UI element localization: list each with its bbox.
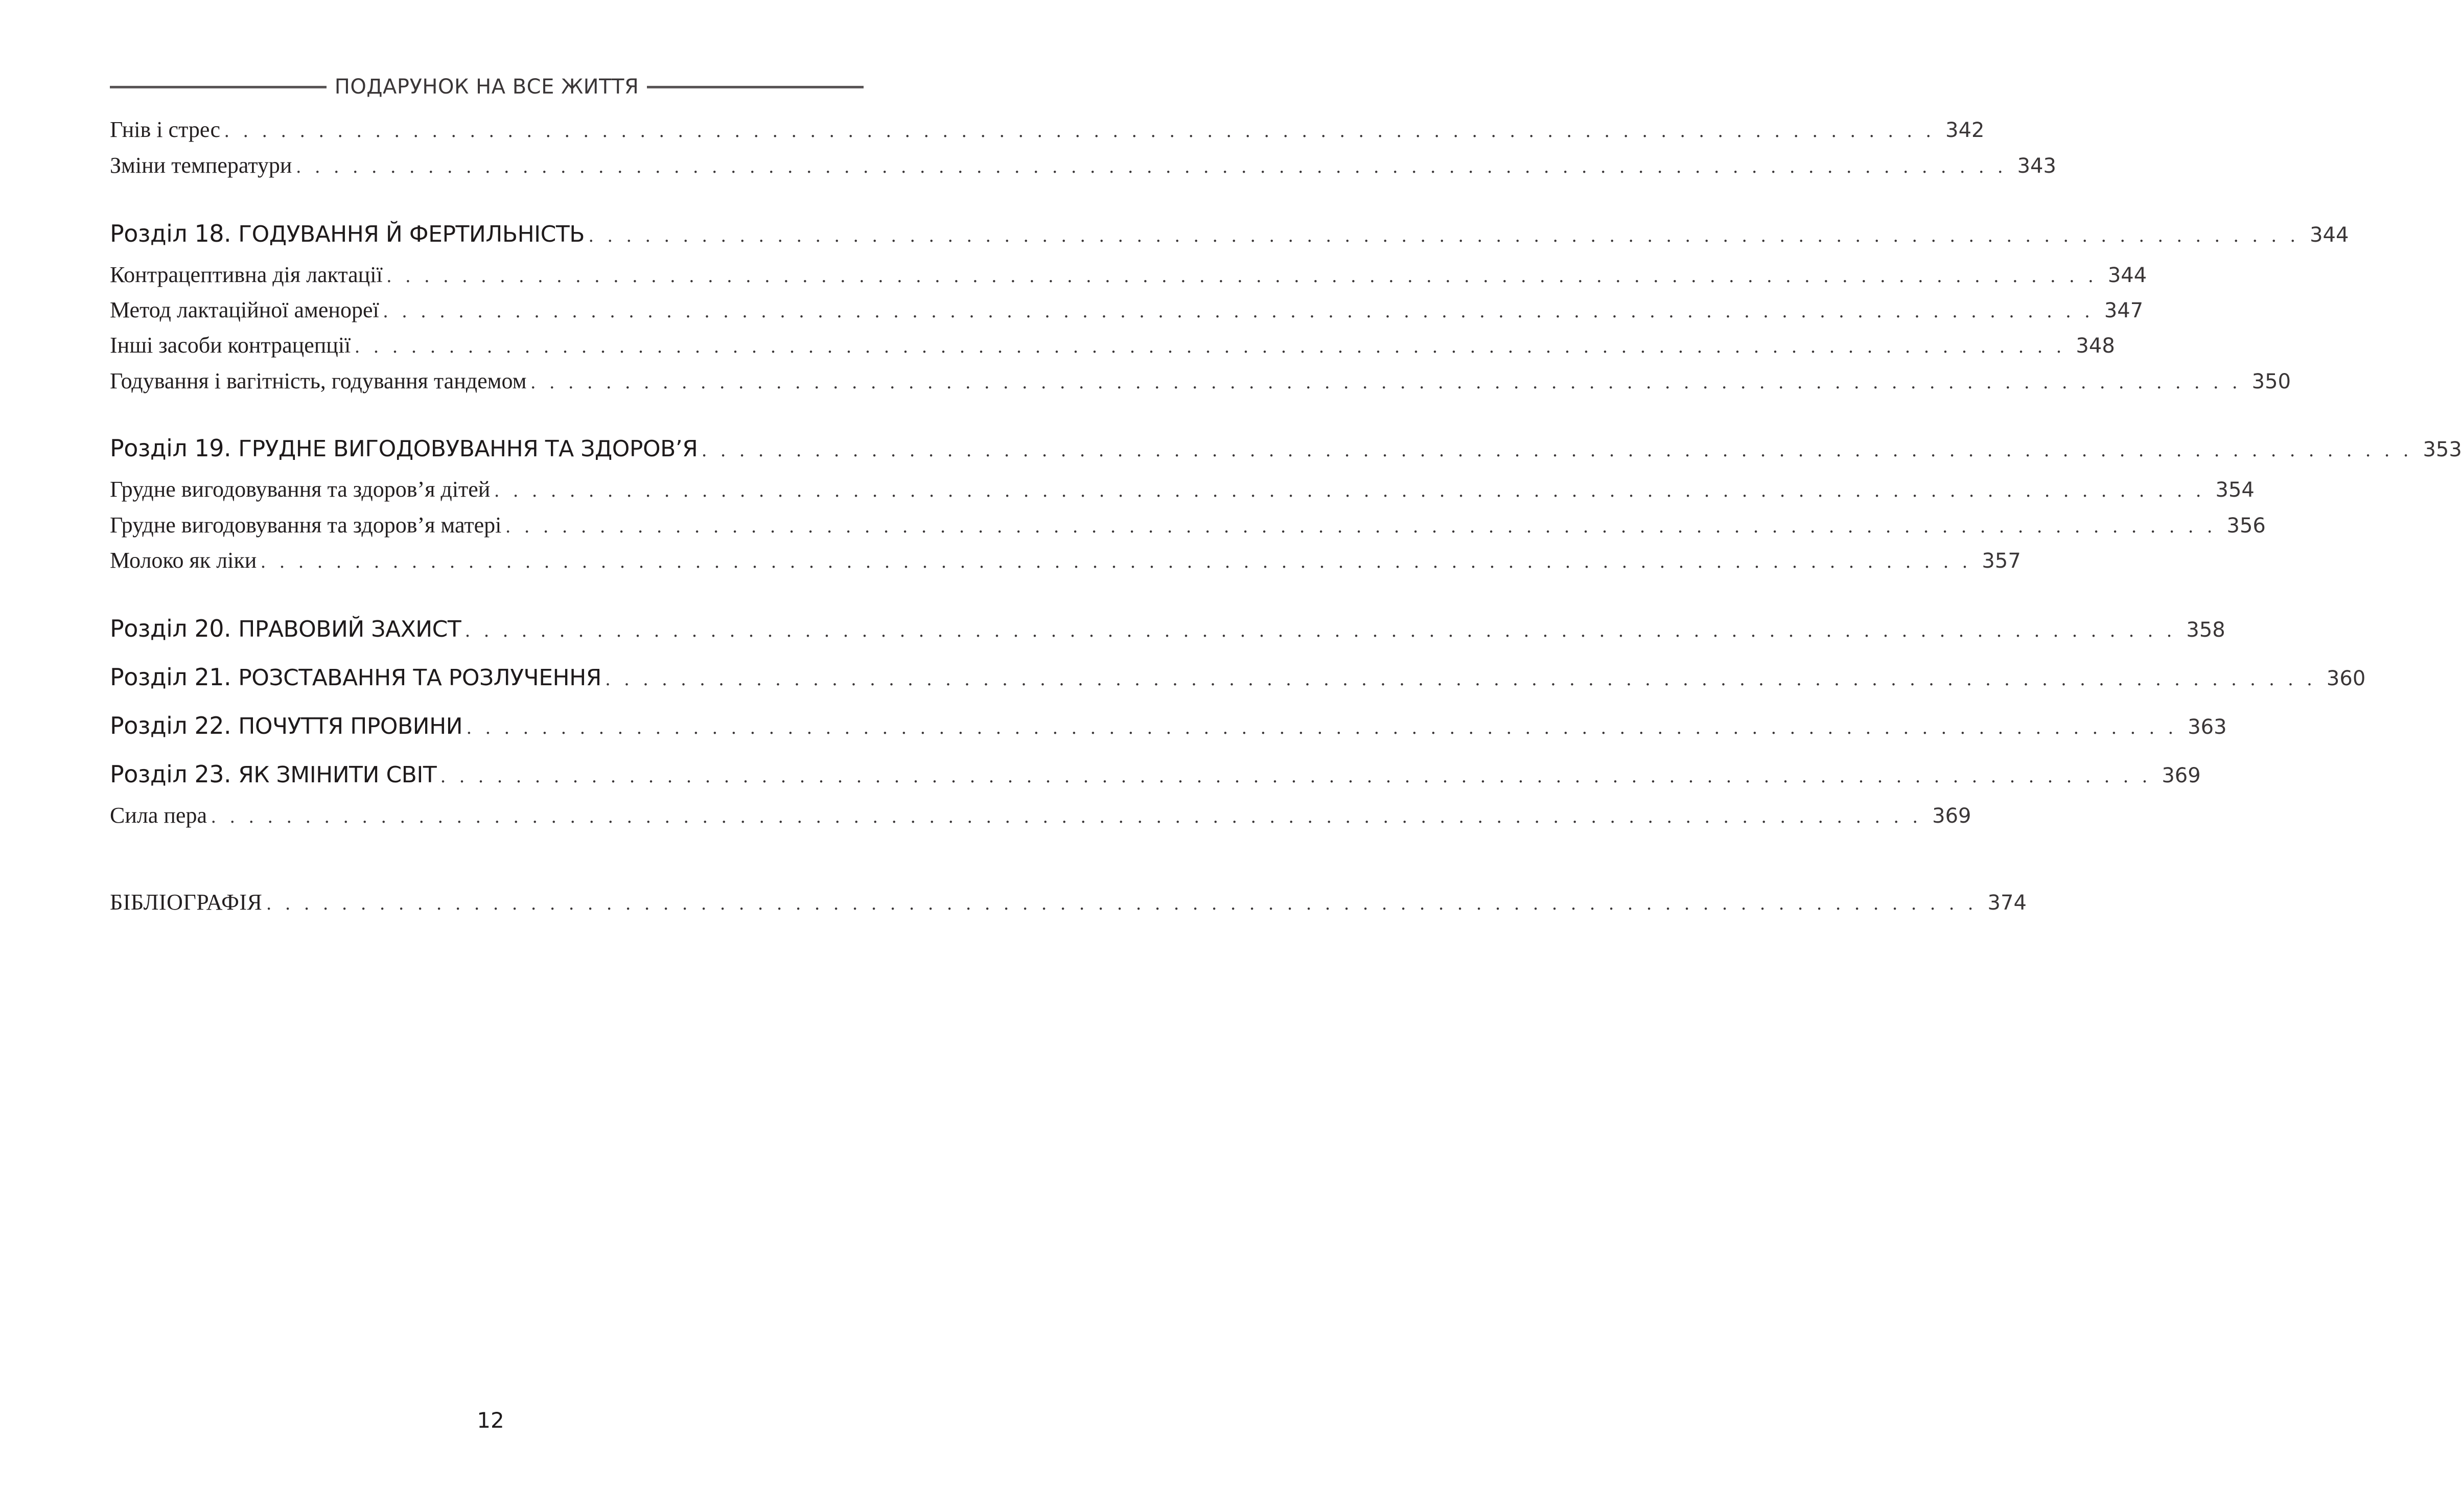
toc-entry [110,547,2021,573]
header-rule-left [110,86,327,88]
chapter-prefix: Розділ 22. [110,712,231,739]
chapter-name: РОЗСТАВАННЯ ТА РОЗЛУЧЕННЯ [238,665,601,691]
chapter-name: ГРУДНЕ ВИГОДОВУВАННЯ ТА ЗДОРОВ’Я [238,436,698,462]
toc-chapter-entry [110,663,2366,691]
chapter-prefix: Розділ 18. [110,220,231,247]
chapter-name: ЯК ЗМІНИТИ СВІТ [238,762,437,788]
page-number: 12 [477,1408,504,1433]
toc-entry-page: 356 [2226,514,2266,538]
toc-entry-page: 354 [2215,478,2255,502]
header-rule-right [647,86,864,88]
toc-entry-page: 348 [2076,334,2115,358]
dot-leader: . . . . . . . . . . . . . . . . . . . . . . . . . . . . . . . . . . . . . . . . . . . . . . . . . . . . . . . . . . . . . . . . . . . . . . . . . . . . . . . . . . . . . . . . . . . [386,265,2098,287]
dot-leader: . . . . . . . . . . . . . . . . . . . . . . . . . . . . . . . . . . . . . . . . . . . . . . . . . . . . . . . . . . . . . . . . . . . . . . . . . . . . . . . . . . . . . . . . . . . [505,516,2217,537]
dot-leader: . . . . . . . . . . . . . . . . . . . . . . . . . . . . . . . . . . . . . . . . . . . . . . . . . . . . . . . . . . . . . . . . . . . . . . . . . . . . . . . . . . . . . . . . . . . [266,893,1978,914]
dot-leader: . . . . . . . . . . . . . . . . . . . . . . . . . . . . . . . . . . . . . . . . . . . . . . . . . . . . . . . . . . . . . . . . . . . . . . . . . . . . . . . . . . . . . . . . . . . [702,439,2413,461]
chapter-prefix: Розділ 19. [110,434,231,462]
toc-chapter-title [110,712,462,739]
dot-leader: . . . . . . . . . . . . . . . . . . . . . . . . . . . . . . . . . . . . . . . . . . . . . . . . . . . . . . . . . . . . . . . . . . . . . . . . . . . . . . . . . . . . . . . . . . . [530,371,2242,393]
toc-entry-page: 344 [2310,223,2349,247]
dot-leader: . . . . . . . . . . . . . . . . . . . . . . . . . . . . . . . . . . . . . . . . . . . . . . . . . . . . . . . . . . . . . . . . . . . . . . . . . . . . . . . . . . . . . . . . . . . [494,480,2205,501]
toc-chapter-entry [110,760,2201,788]
toc-chapter-entry [110,712,2227,739]
dot-leader: . . . . . . . . . . . . . . . . . . . . . . . . . . . . . . . . . . . . . . . . . . . . . . . . . . . . . . . . . . . . . . . . . . . . . . . . . . . . . . . . . . . . . . . . . . . [383,300,2095,322]
toc-entry-title: Гнів і стрес [110,117,220,142]
dot-leader: . . . . . . . . . . . . . . . . . . . . . . . . . . . . . . . . . . . . . . . . . . . . . . . . . . . . . . . . . . . . . . . . . . . . . . . . . . . . . . . . . . . . . . . . . . . [440,765,2152,787]
toc-entry-page: 369 [2162,764,2201,787]
dot-leader: . . . . . . . . . . . . . . . . . . . . . . . . . . . . . . . . . . . . . . . . . . . . . . . . . . . . . . . . . . . . . . . . . . . . . . . . . . . . . . . . . . . . . . . . . . . [296,156,2007,177]
dot-leader: . . . . . . . . . . . . . . . . . . . . . . . . . . . . . . . . . . . . . . . . . . . . . . . . . . . . . . . . . . . . . . . . . . . . . . . . . . . . . . . . . . . . . . . . . . . [588,225,2300,246]
running-header-title: ПОДАРУНОК НА ВСЕ ЖИТТЯ [334,75,639,99]
toc-entry-page: 347 [2104,299,2144,322]
toc-entry-title: БІБЛІОГРАФІЯ [110,890,263,915]
dot-leader: . . . . . . . . . . . . . . . . . . . . . . . . . . . . . . . . . . . . . . . . . . . . . . . . . . . . . . . . . . . . . . . . . . . . . . . . . . . . . . . . . . . . . . . . . . . [605,668,2317,690]
toc-entry-page: 358 [2186,618,2225,642]
toc-bibliography-entry [110,889,2027,915]
toc-entry-page: 374 [1987,891,2027,915]
chapter-prefix: Розділ 23. [110,760,231,788]
toc-entry-page: 353 [2423,438,2462,461]
dot-leader: . . . . . . . . . . . . . . . . . . . . . . . . . . . . . . . . . . . . . . . . . . . . . . . . . . . . . . . . . . . . . . . . . . . . . . . . . . . . . . . . . . . . . . . . . . . [224,120,1936,142]
chapter-prefix: Розділ 20. [110,615,231,642]
toc-entry-page: 363 [2188,715,2227,739]
toc-entry-page: 344 [2107,264,2147,287]
chapter-prefix: Розділ 21. [110,663,231,691]
toc-chapter-entry [110,220,2349,247]
toc-chapter-title [110,663,601,691]
toc-entry [110,152,2056,178]
dot-leader: . . . . . . . . . . . . . . . . . . . . . . . . . . . . . . . . . . . . . . . . . . . . . . . . . . . . . . . . . . . . . . . . . . . . . . . . . . . . . . . . . . . . . . . . . . . [355,336,2066,357]
toc-entry [110,117,1985,143]
toc-entry-title: Грудне вигодовування та здоров’я матері [110,513,502,538]
toc-chapter-entry [110,615,2225,642]
toc-entry [110,476,2255,502]
dot-leader: . . . . . . . . . . . . . . . . . . . . . . . . . . . . . . . . . . . . . . . . . . . . . . . . . . . . . . . . . . . . . . . . . . . . . . . . . . . . . . . . . . . . . . . . . . . [467,717,2178,738]
toc-entry-page: 360 [2326,667,2366,690]
running-header [110,72,864,102]
toc-entry [110,368,2291,394]
toc-entry [110,297,2144,323]
toc-entry-page: 357 [1982,549,2021,573]
toc-entry-page: 350 [2251,370,2291,393]
toc-chapter-title [110,220,585,247]
toc-entry-page: 369 [1932,804,1971,828]
toc-entry-title: Інші засоби контрацепції [110,333,351,358]
toc-entry-title: Сила пера [110,803,207,828]
toc-chapter-title [110,434,698,462]
toc-entry [110,332,2115,358]
toc-entry [110,802,1971,828]
toc-entry [110,512,2266,538]
toc-entry [110,262,2147,288]
toc-chapter-title [110,760,436,788]
toc-entry-title: Годування і вагітність, годування тандемом [110,368,527,393]
toc-entry-title: Контрацептивна дія лактації [110,262,383,287]
toc-entry-page: 343 [2017,154,2056,178]
toc-entry-title: Грудне вигодовування та здоров’я дітей [110,477,491,502]
dot-leader: . . . . . . . . . . . . . . . . . . . . . . . . . . . . . . . . . . . . . . . . . . . . . . . . . . . . . . . . . . . . . . . . . . . . . . . . . . . . . . . . . . . . . . . . . . . [465,620,2176,641]
dot-leader: . . . . . . . . . . . . . . . . . . . . . . . . . . . . . . . . . . . . . . . . . . . . . . . . . . . . . . . . . . . . . . . . . . . . . . . . . . . . . . . . . . . . . . . . . . . [261,551,1972,572]
toc-entry-title: Зміни температури [110,153,292,178]
toc-chapter-title [110,615,461,642]
chapter-name: ПОЧУТТЯ ПРОВИНИ [238,713,463,739]
chapter-name: ПРАВОВИЙ ЗАХИСТ [238,616,461,642]
dot-leader: . . . . . . . . . . . . . . . . . . . . . . . . . . . . . . . . . . . . . . . . . . . . . . . . . . . . . . . . . . . . . . . . . . . . . . . . . . . . . . . . . . . . . . . . . . . [211,806,1922,827]
chapter-name: ГОДУВАННЯ Й ФЕРТИЛЬНІСТЬ [238,221,585,247]
toc-entry-title: Метод лактаційної аменореї [110,297,379,322]
toc-entry-title: Молоко як ліки [110,548,257,573]
toc-entry-page: 342 [1945,119,1985,142]
toc-chapter-entry [110,434,2462,462]
